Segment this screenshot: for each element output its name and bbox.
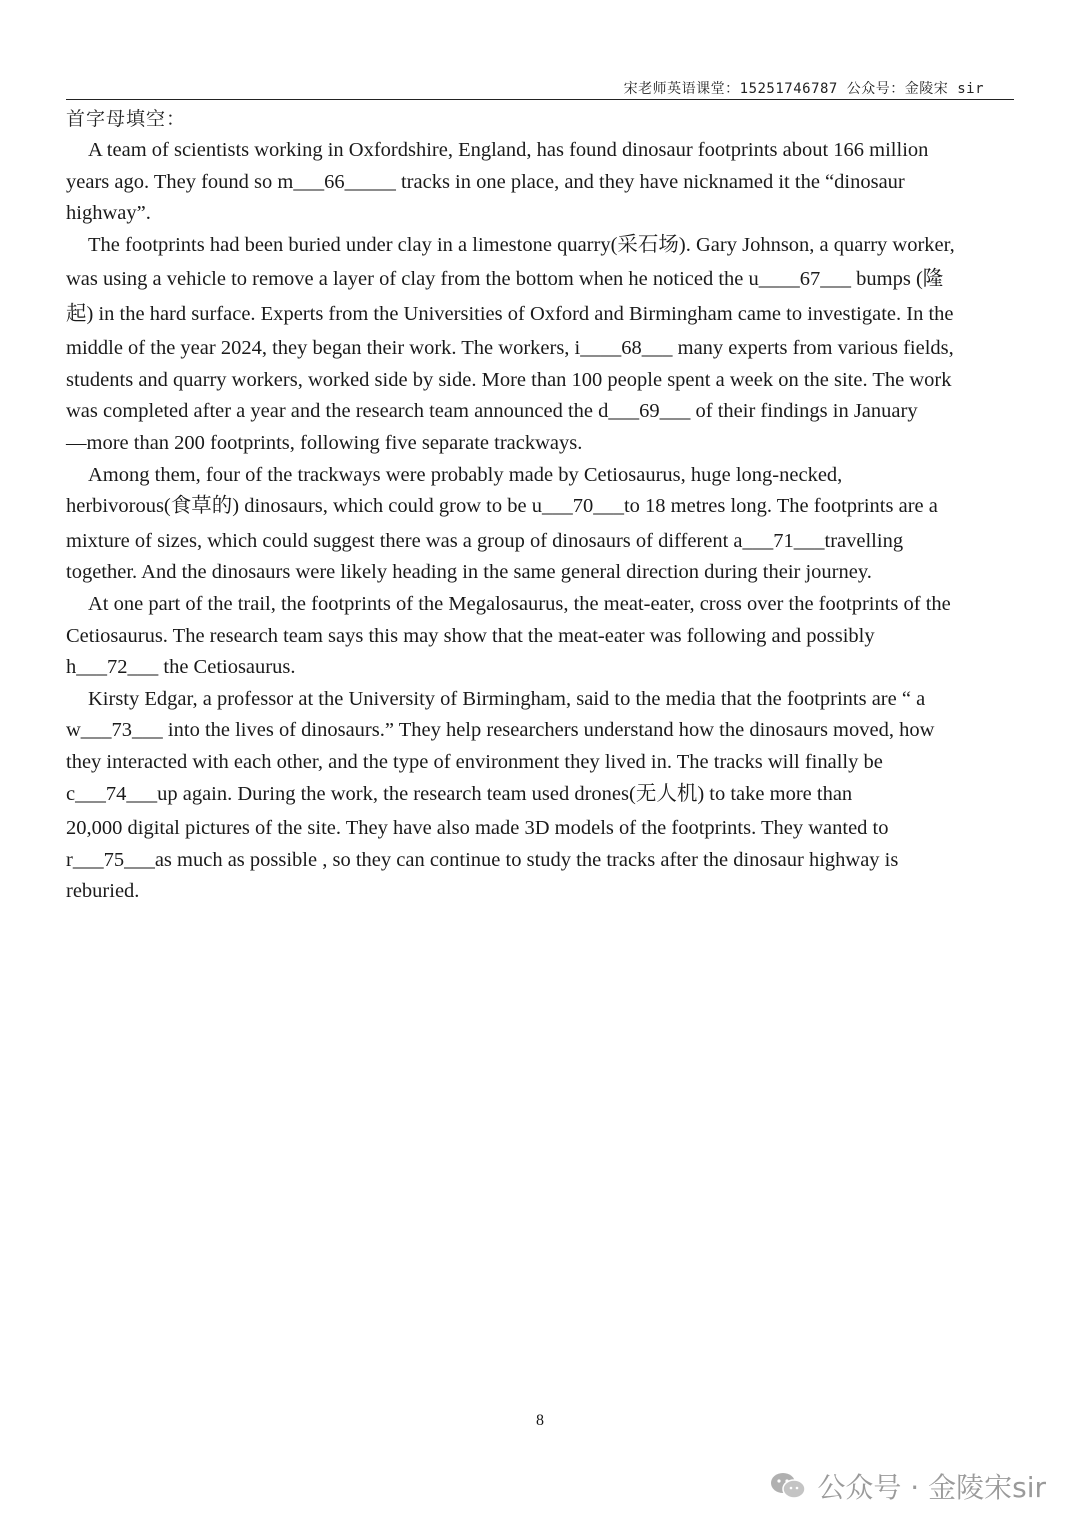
header-divider: [66, 99, 1014, 100]
passage-line: Among them, four of the trackways were probably made by Cetiosaurus, huge long-necked,: [88, 463, 843, 486]
passage-line: At one part of the trail, the footprints of the Megalosaurus, the meat-eater, cross over the footprints of the: [88, 592, 951, 615]
page-number: 8: [536, 1412, 544, 1429]
header-text: 宋老师英语课堂：15251746787 公众号：金陵宋 sir: [623, 81, 984, 97]
passage-line: together. And the dinosaurs were likely heading in the same general direction during their journey.: [66, 561, 872, 584]
paragraph-1: [66, 135, 1016, 230]
passage-line: Cetiosaurus. The research team says this may show that the meat-eater was following and possibly: [66, 624, 875, 647]
passage-line: reburied.: [66, 880, 140, 903]
passage-line: students and quarry workers, worked side by side. More than 100 people spent a week on the site. The work: [66, 368, 952, 391]
passage-line: 20,000 digital pictures of the site. They have also made 3D models of the footprints. They wanted to: [66, 817, 889, 839]
passage-line: mixture of sizes, which could suggest there was a group of dinosaurs of different a___71___travelling: [66, 529, 904, 552]
wechat-icon: [769, 1470, 807, 1502]
passage-line: w___73___ into the lives of dinosaurs.” They help researchers understand how the dinosaurs moved, how: [66, 719, 935, 742]
passage-line: years ago. They found so m___66_____ tracks in one place, and they have nicknamed it the “dinosaur: [66, 170, 905, 193]
passage-line: middle of the year 2024, they began their work. The workers, i____68___ many experts from various fields,: [66, 337, 954, 360]
passage-line: herbivorous(食草的) dinosaurs, which could grow to be u___70___to 18 metres long. The footprints are a: [66, 495, 938, 518]
passage-line: c___74___up again. During the work, the research team used drones(无人机) to take more than: [66, 782, 853, 805]
passage-line: 起) in the hard surface. Experts from the Universities of Oxford and Birmingham came to investigate. In the: [66, 302, 954, 325]
section-title: 首字母填空：: [66, 108, 187, 130]
passage-line: was using a vehicle to remove a layer of clay from the bottom when he noticed the u____67___ bumps (隆: [66, 268, 944, 291]
passage-line: A team of scientists working in Oxfordshire, England, has found dinosaur footprints about 166 million: [88, 139, 929, 161]
paragraph-3: [66, 460, 1016, 589]
passage-line: was completed after a year and the research team announced the d___69___ of their findings in January: [66, 400, 918, 423]
passage-line: h___72___ the Cetiosaurus.: [66, 656, 296, 679]
paragraph-5: [66, 684, 1016, 908]
paragraph-2: [66, 230, 1016, 460]
passage-line: The footprints had been buried under clay in a limestone quarry(采石场). Gary Johnson, a quarry worker,: [88, 233, 955, 256]
passage-line: they interacted with each other, and the type of environment they lived in. The tracks will finally be: [66, 750, 883, 773]
passage-line: r___75___as much as possible , so they can continue to study the tracks after the dinosaur highway is: [66, 848, 899, 871]
passage: [66, 135, 1016, 908]
passage-line: —more than 200 footprints, following five separate trackways.: [66, 432, 583, 455]
paragraph-4: [66, 589, 1016, 684]
passage-line: highway”.: [66, 202, 151, 225]
watermark-text: 公众号 · 金陵宋sir: [817, 1471, 1046, 1504]
passage-line: Kirsty Edgar, a professor at the University of Birmingham, said to the media that the footprints are “ a: [88, 687, 926, 710]
watermark: [769, 1466, 1046, 1506]
